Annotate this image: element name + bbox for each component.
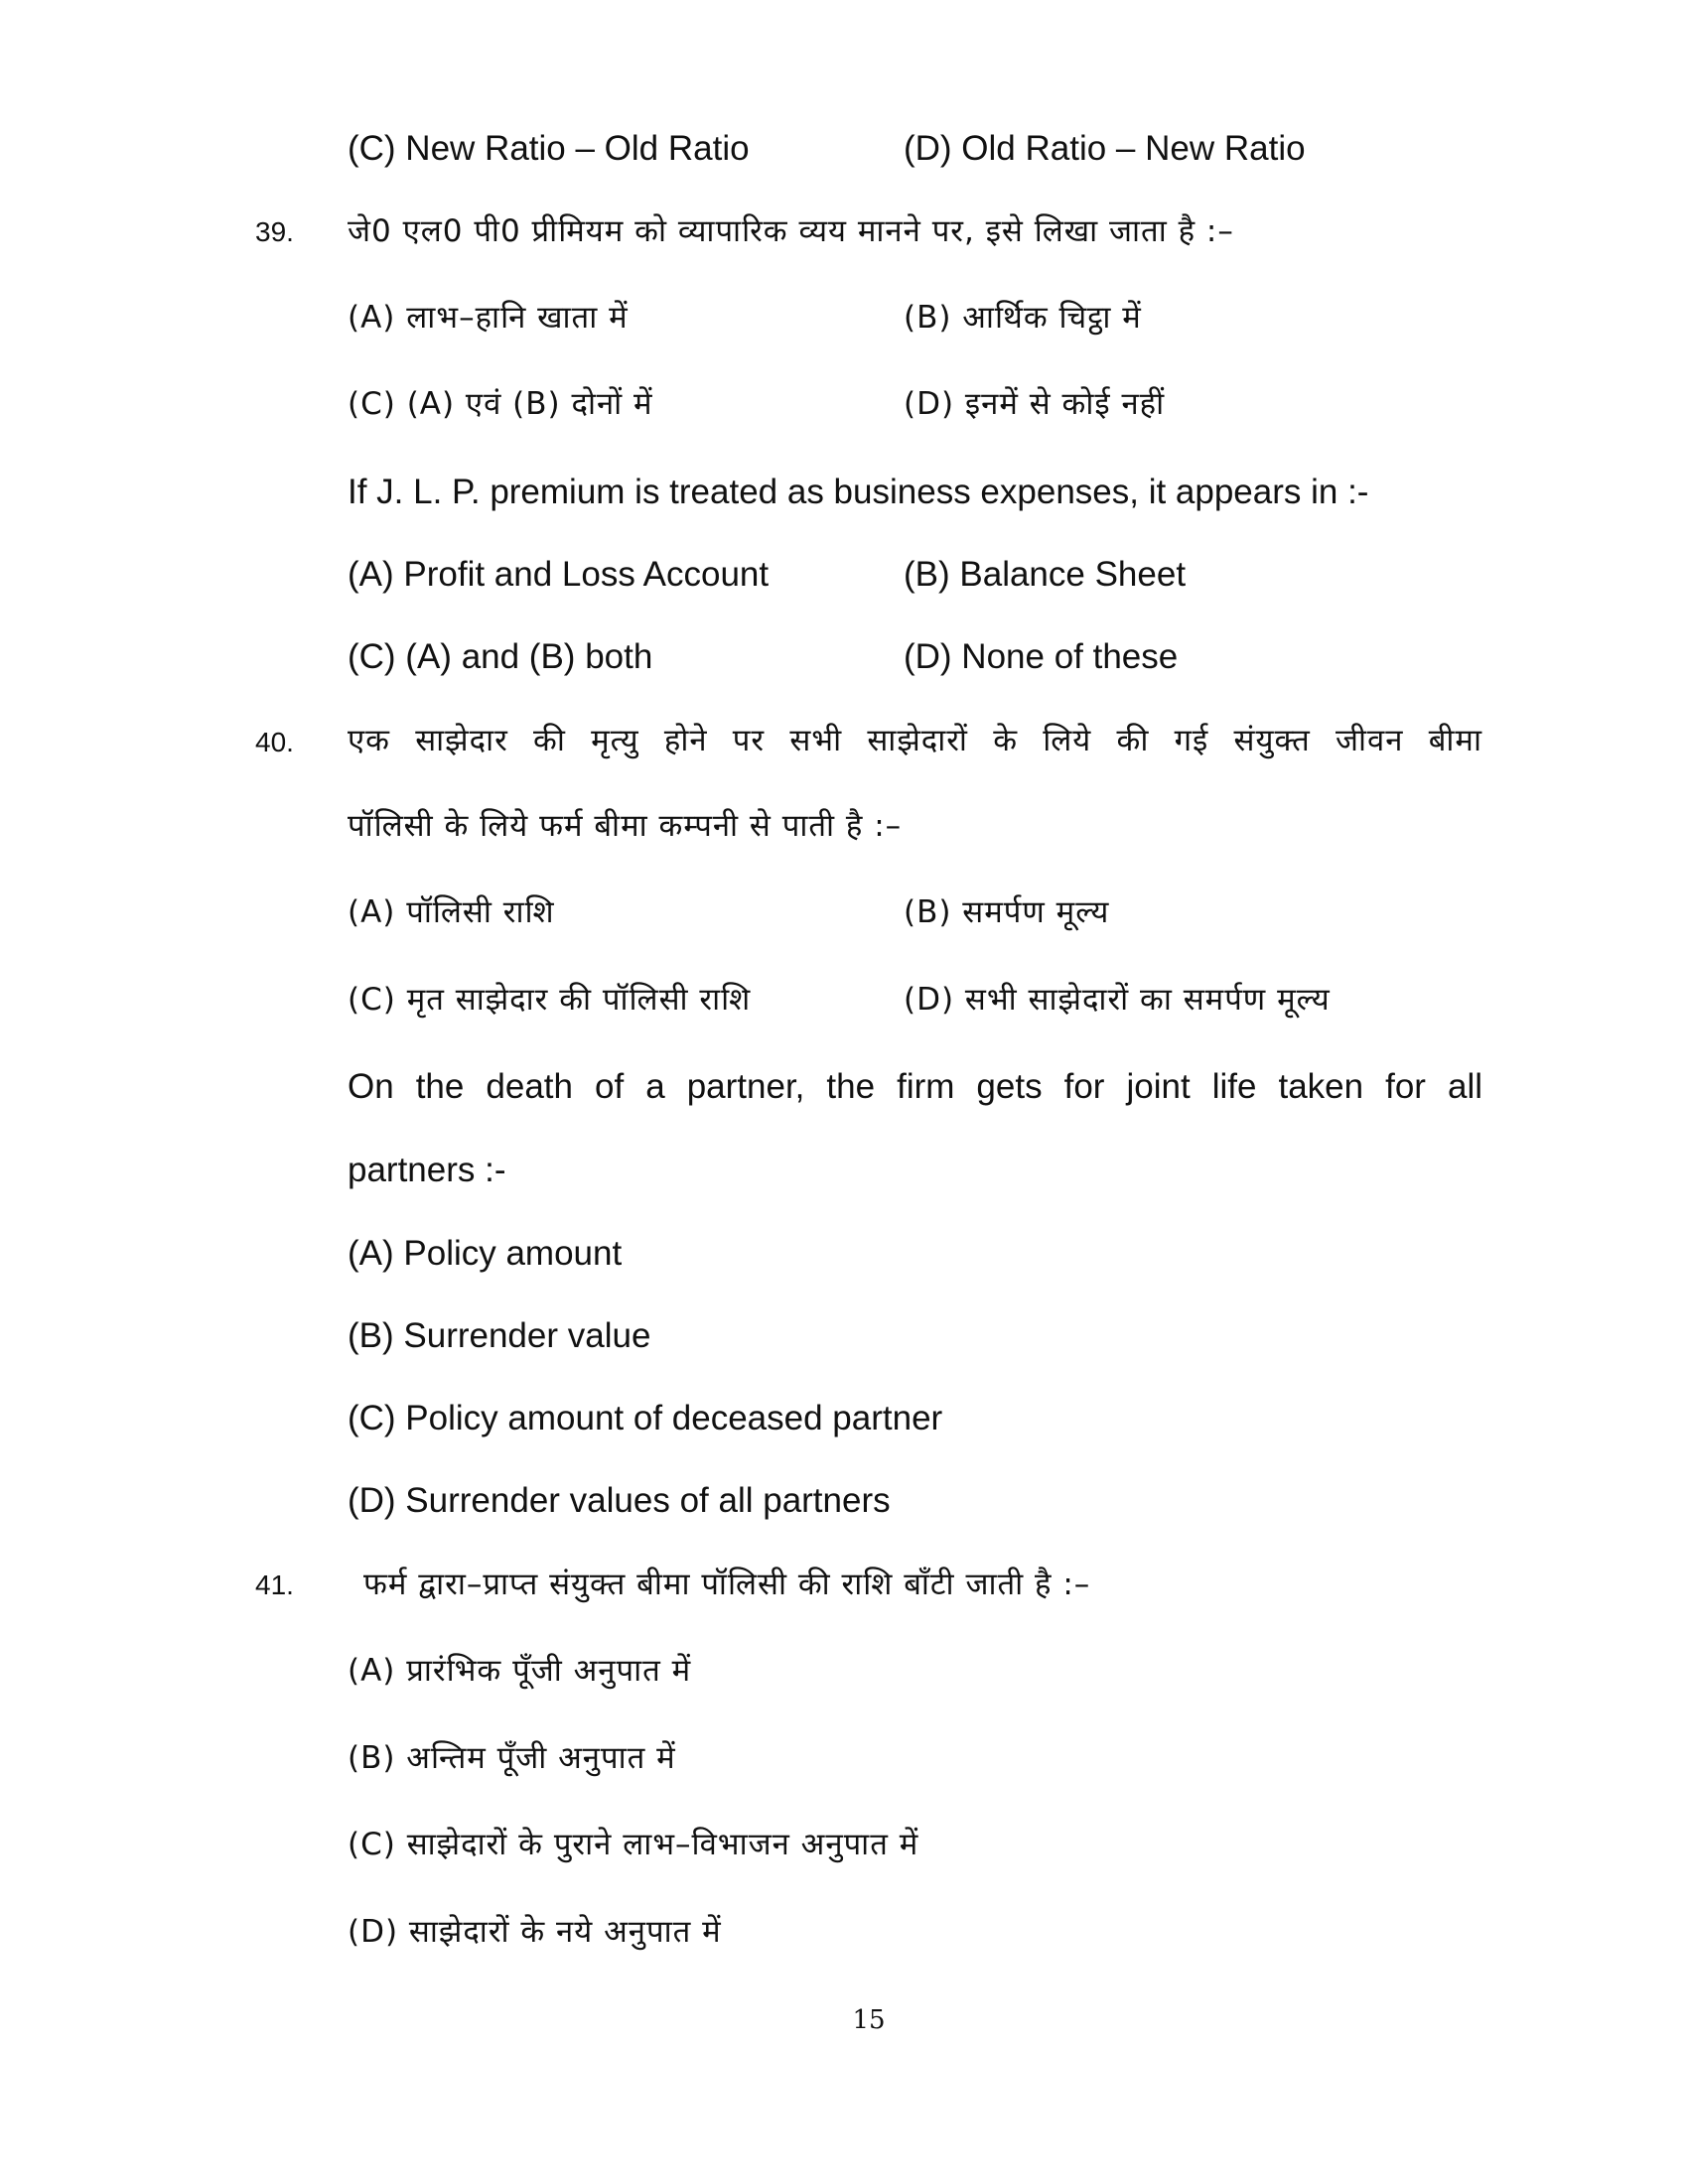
q40-english-stem-line2: partners :- xyxy=(348,1151,506,1189)
q39-english-stem: If J. L. P. premium is treated as business expenses, it appears in :- xyxy=(348,473,1369,511)
q40-hindi-option-d: (D) सभी साझेदारों का समर्पण मूल्य xyxy=(904,982,1331,1018)
q40-hindi-option-a: (A) पॉलिसी राशि xyxy=(348,894,555,930)
q40-english-option-c: (C) Policy amount of deceased partner xyxy=(348,1399,943,1437)
q40-hindi-option-c: (C) मृत साझेदार की पॉलिसी राशि xyxy=(348,982,752,1018)
q41-hindi-stem: फर्म द्वारा–प्राप्त संयुक्त बीमा पॉलिसी की राशि बाँटी जाती है :– xyxy=(363,1567,1091,1602)
q40-english-option-d: (D) Surrender values of all partners xyxy=(348,1481,891,1520)
question-number-41: 41. xyxy=(255,1570,294,1600)
q39-english-option-c: (C) (A) and (B) both xyxy=(348,637,653,676)
q40-hindi-option-b: (B) समर्पण मूल्य xyxy=(904,894,1110,930)
q39-hindi-option-a: (A) लाभ–हानि खाता में xyxy=(348,300,629,336)
q39-english-option-a: (A) Profit and Loss Account xyxy=(348,555,770,594)
question-number-39: 39. xyxy=(255,216,294,247)
q40-hindi-stem-line2: पॉलिसी के लिये फर्म बीमा कम्पनी से पाती है :– xyxy=(348,808,903,844)
question-number-40: 40. xyxy=(255,727,294,757)
q38-option-d: (D) Old Ratio – New Ratio xyxy=(904,129,1306,168)
q40-english-option-b: (B) Surrender value xyxy=(348,1316,651,1355)
q41-hindi-option-d: (D) साझेदारों के नये अनुपात में xyxy=(348,1914,722,1950)
q41-hindi-option-b: (B) अन्तिम पूँजी अनुपात में xyxy=(348,1740,676,1776)
page-number: 15 xyxy=(852,2005,886,2035)
q40-english-option-a: (A) Policy amount xyxy=(348,1234,623,1273)
q39-english-option-d: (D) None of these xyxy=(904,637,1179,676)
q39-hindi-option-d: (D) इनमें से कोई नहीं xyxy=(904,386,1166,422)
q40-hindi-stem-line1: एक साझेदार की मृत्यु होने पर सभी साझेदारों के लिये की गई संयुक्त जीवन बीमा xyxy=(348,723,1482,758)
q39-hindi-stem: जे0 एल0 पी0 प्रीमियम को व्यापारिक व्यय मानने पर, इसे लिखा जाता है :– xyxy=(348,213,1234,249)
q38-option-c: (C) New Ratio – Old Ratio xyxy=(348,129,750,168)
q41-hindi-option-a: (A) प्रारंभिक पूँजी अनुपात में xyxy=(348,1653,692,1689)
q39-hindi-option-c: (C) (A) एवं (B) दोनों में xyxy=(348,386,653,422)
q41-hindi-option-c: (C) साझेदारों के पुराने लाभ–विभाजन अनुपात में xyxy=(348,1827,919,1862)
q39-english-option-b: (B) Balance Sheet xyxy=(904,555,1187,594)
q39-hindi-option-b: (B) आर्थिक चिट्ठा में xyxy=(904,300,1142,336)
q40-english-stem-line1: On the death of a partner, the firm gets for joint life taken for all xyxy=(348,1067,1482,1106)
